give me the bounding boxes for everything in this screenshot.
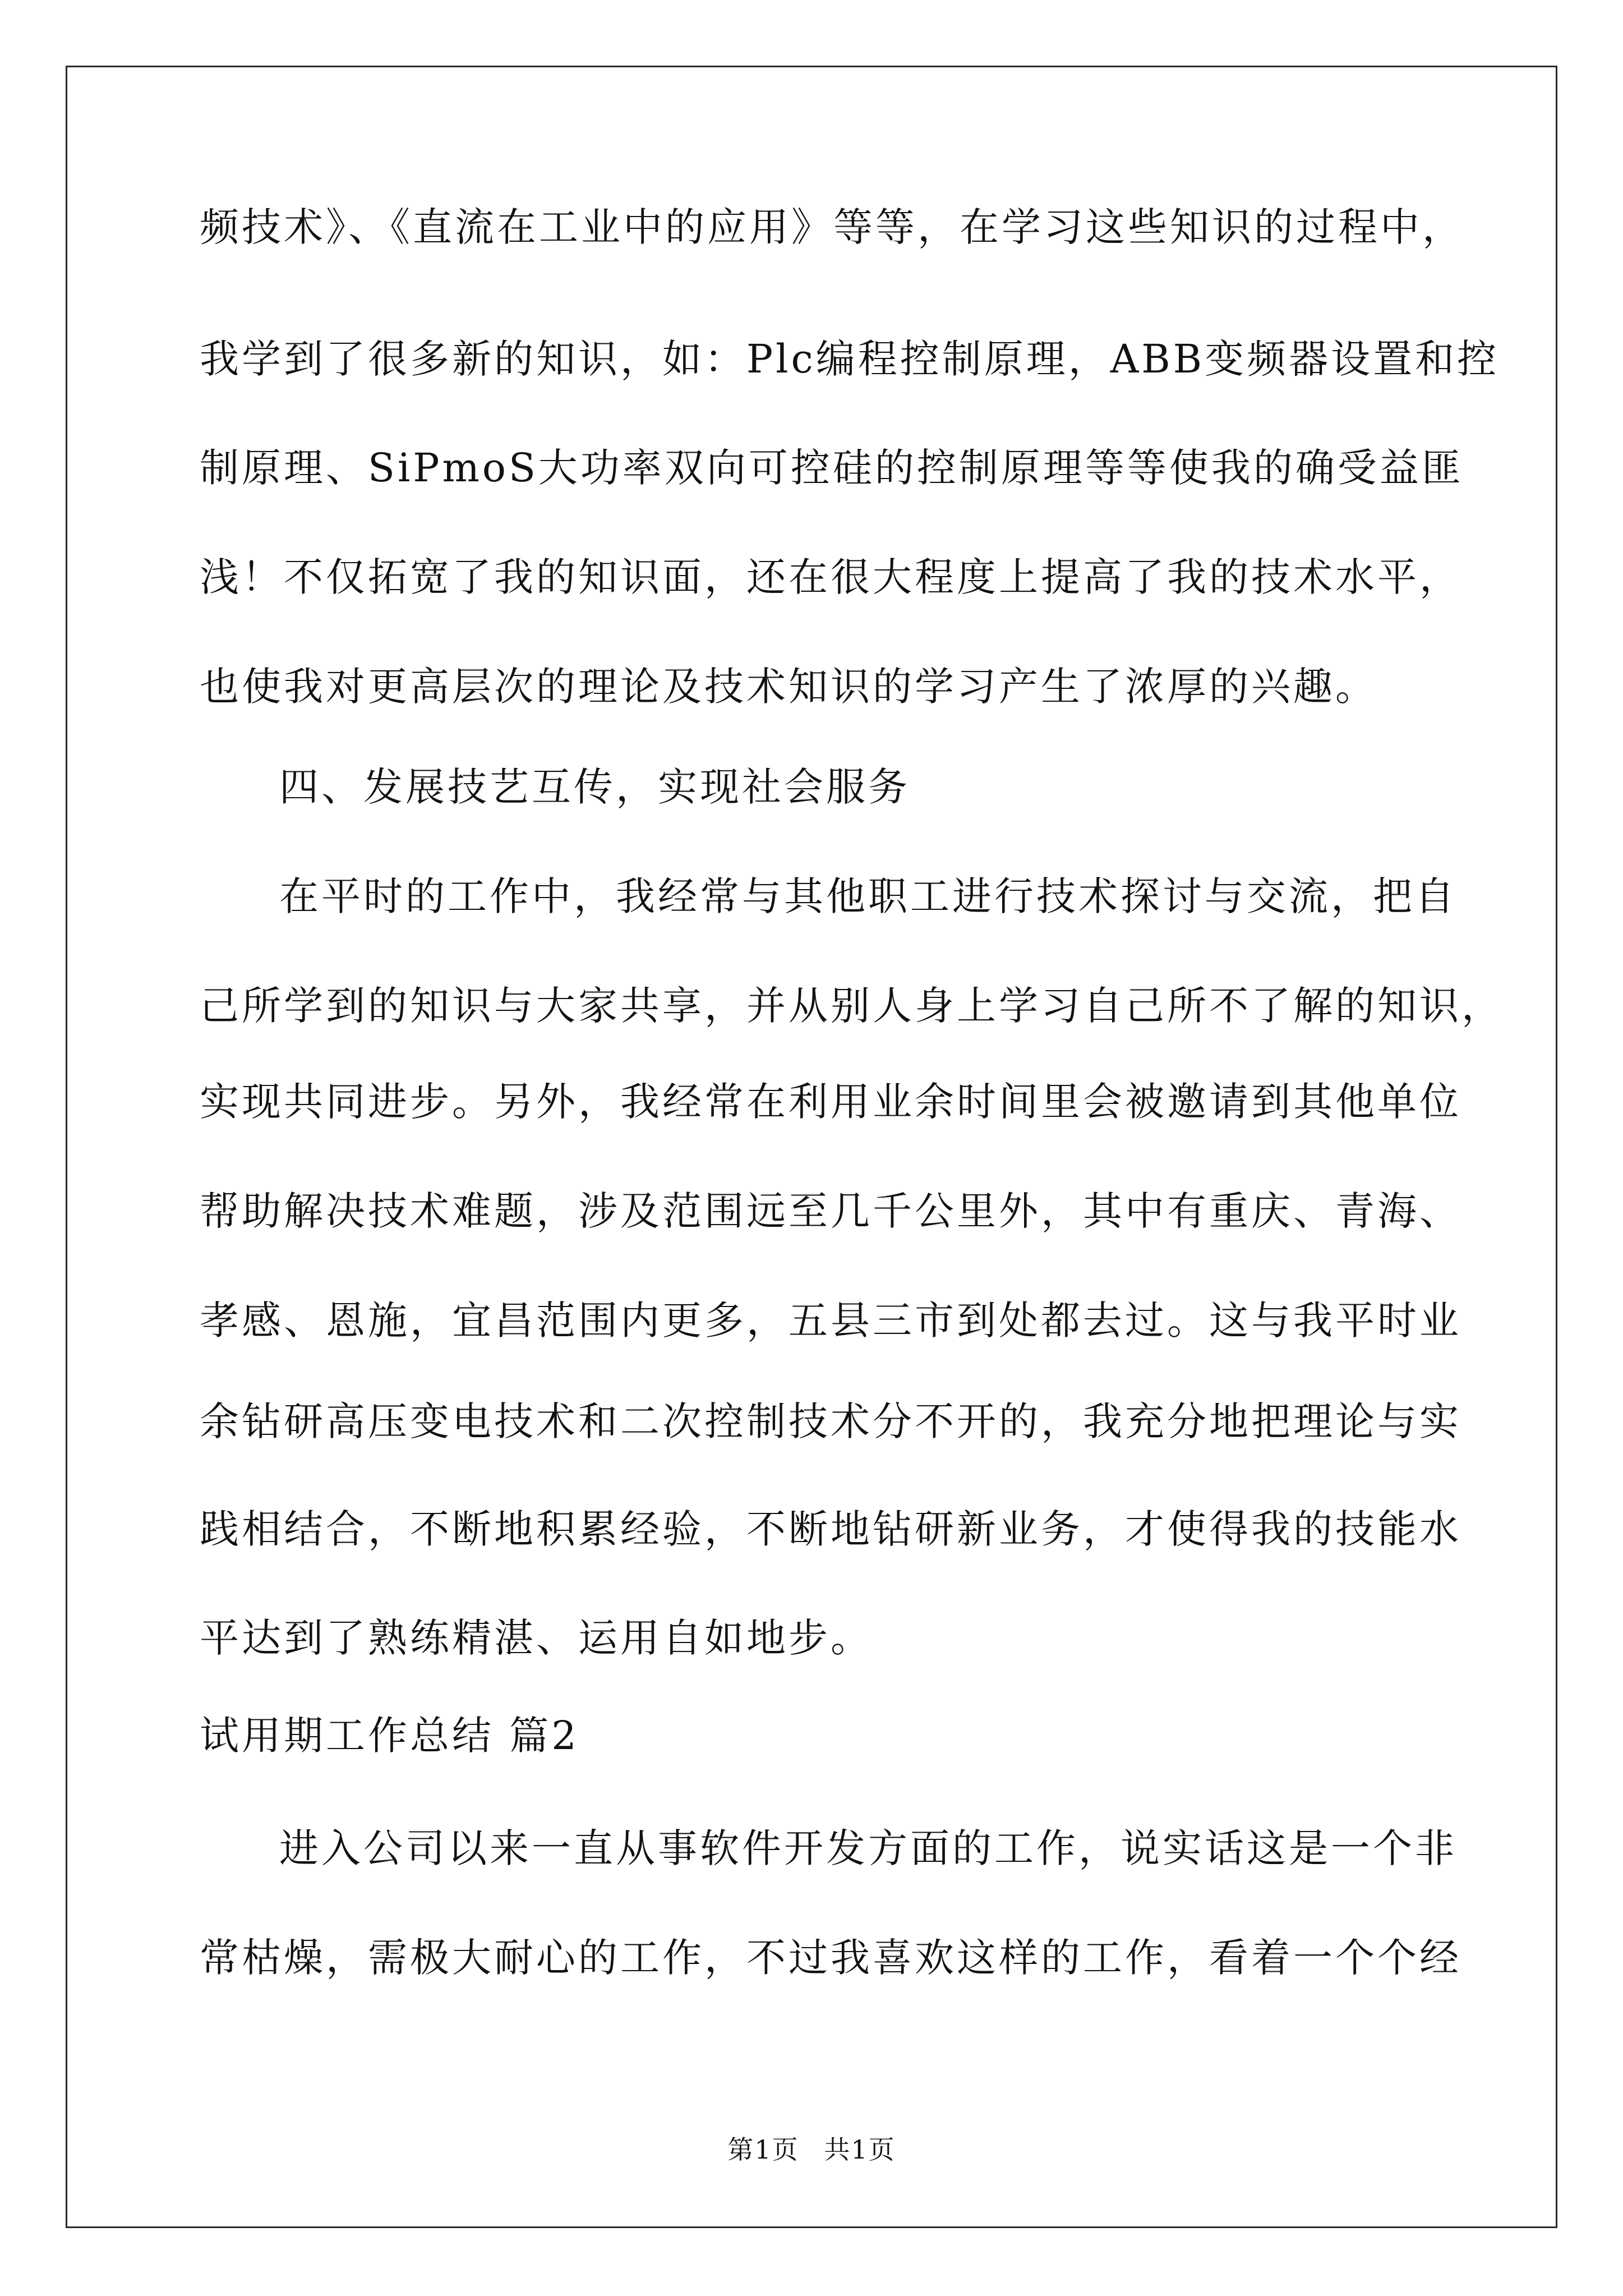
body-line: 浅！不仅拓宽了我的知识面，还在很大程度上提高了我的技术水平， bbox=[200, 554, 1461, 600]
body-line: 频技术》、《直流在工业中的应用》等等，在学习这些知识的过程中， bbox=[200, 204, 1464, 250]
page-total: 共1页 bbox=[824, 2134, 896, 2165]
body-line: 己所学到的知识与大家共享，并从别人身上学习自己所不了解的知识， bbox=[200, 983, 1504, 1029]
body-line: 制原理、SiPmoS大功率双向可控硅的控制原理等等使我的确受益匪 bbox=[200, 445, 1464, 491]
page-border bbox=[66, 66, 1557, 2228]
page-number: 第1页 bbox=[727, 2134, 799, 2165]
body-line: 余钻研高压变电技术和二次控制技术分不开的，我充分地把理论与实 bbox=[200, 1398, 1461, 1444]
body-line: 常枯燥，需极大耐心的工作，不过我喜欢这样的工作，看着一个个经 bbox=[200, 1935, 1461, 1981]
body-line: 实现共同进步。另外，我经常在利用业余时间里会被邀请到其他单位 bbox=[200, 1079, 1461, 1125]
page-footer bbox=[0, 2133, 1623, 2166]
section-heading: 四、发展技艺互传，实现社会服务 bbox=[279, 764, 910, 810]
paragraph-first-line: 进入公司以来一直从事软件开发方面的工作，说实话这是一个非 bbox=[279, 1825, 1457, 1871]
body-line: 帮助解决技术难题，涉及范围远至几千公里外，其中有重庆、青海、 bbox=[200, 1188, 1461, 1234]
body-line: 孝感、恩施，宜昌范围内更多，五县三市到处都去过。这与我平时业 bbox=[200, 1297, 1461, 1343]
body-line: 也使我对更高层次的理论及技术知识的学习产生了浓厚的兴趣。 bbox=[200, 664, 1377, 710]
paragraph-first-line: 在平时的工作中，我经常与其他职工进行技术探讨与交流，把自 bbox=[279, 873, 1457, 919]
article-title: 试用期工作总结 篇2 bbox=[200, 1713, 579, 1759]
body-line: 平达到了熟练精湛、运用自如地步。 bbox=[200, 1615, 873, 1661]
body-line: 我学到了很多新的知识，如：Plc编程控制原理，ABB变频器设置和控 bbox=[200, 336, 1500, 382]
body-line: 践相结合，不断地积累经验，不断地钻研新业务，才使得我的技能水 bbox=[200, 1506, 1461, 1552]
